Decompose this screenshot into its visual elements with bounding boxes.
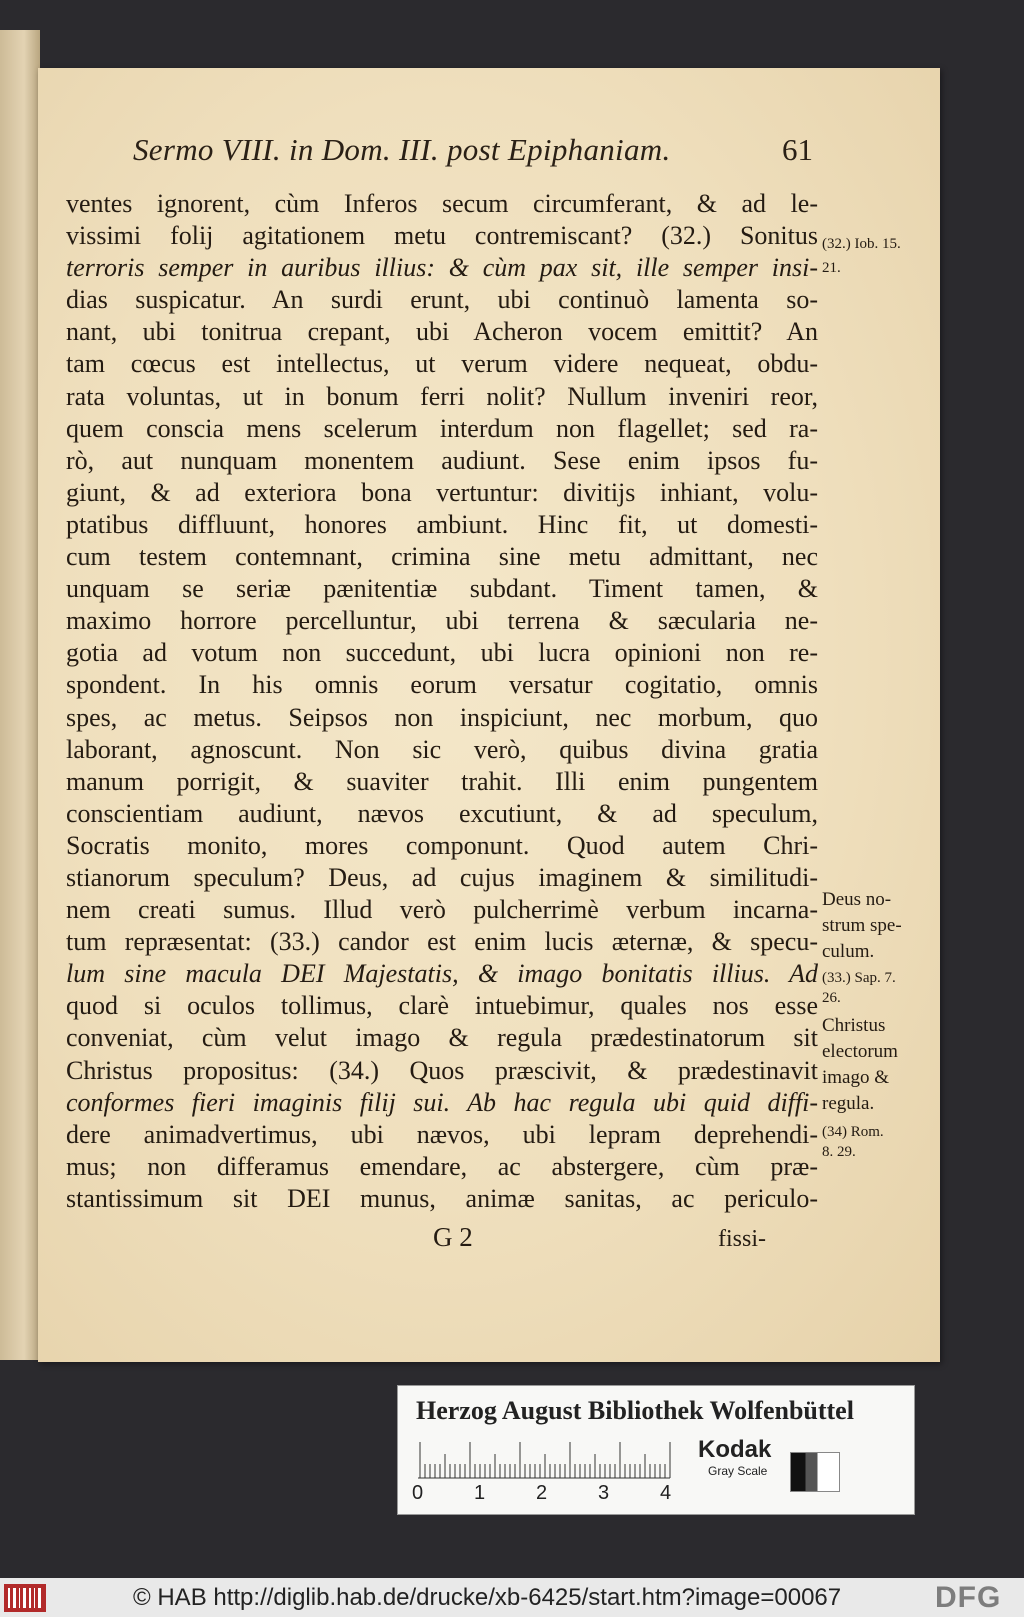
text-line: dias suspicatur. An surdi erunt, ubi continuò lamenta so- (66, 285, 818, 315)
text-line: rata voluntas, ut in bonum ferri nolit? Nullum inveniri reor, (66, 381, 818, 411)
margin-gloss: electorum (822, 1041, 898, 1062)
margin-gloss: culum. (822, 941, 875, 962)
text-line: spondent. In his omnis eorum versatur cogitatio, omnis (66, 670, 818, 700)
kodak-logo: Kodak (698, 1436, 772, 1463)
text-line: conscientiam audiunt, nævos excutiunt, & ad speculum, (66, 798, 818, 828)
text-line: gotia ad votum non succedunt, ubi lucra opinioni non re- (66, 638, 818, 668)
text-line: Socratis monito, mores componunt. Quod autem Chri- (66, 830, 818, 860)
margin-reference: (33.) Sap. 7. (822, 970, 896, 986)
margin-gloss: Deus no- (822, 889, 892, 910)
text-line: tam cœcus est intellectus, ut verum videre nequeat, obdu- (66, 349, 818, 379)
text-line: ptatibus diffluunt, honores ambiunt. Hinc fit, ut domesti- (66, 509, 818, 539)
text-line: vissimi folij agitationem metu contremiscant? (32.) Sonitus (66, 221, 818, 251)
text-line: dere animadvertimus, ubi nævos, ubi lepram deprehendi- (66, 1119, 818, 1149)
margin-reference: 8. 29. (822, 1144, 856, 1160)
running-head-title: Sermo VIII. in Dom. III. post Epiphaniam. (133, 132, 671, 167)
page-number: 61 (782, 132, 813, 167)
margin-reference: 26. (822, 990, 841, 1006)
text-line: ventes ignorent, cùm Inferos secum circumferant, & ad le- (66, 189, 818, 218)
text-line: laborant, agnoscunt. Non sic verò, quibus divina gratia (66, 734, 818, 764)
text-line: stantissimum sit DEI munus, animæ sanitas, ac periculo- (66, 1183, 818, 1213)
book-page (38, 68, 940, 1362)
margin-reference: (32.) Iob. 15. (822, 236, 901, 252)
margin-reference: (34) Rom. (822, 1124, 884, 1140)
text-line: maximo horrore percelluntur, ubi terrena & sæcularia ne- (66, 606, 818, 636)
margin-reference: 21. (822, 260, 841, 276)
footer-copyright-link[interactable]: © HAB http://diglib.hab.de/drucke/xb-6425/start.htm?image=00067 (133, 1584, 842, 1611)
previous-page-edge (0, 30, 40, 1360)
text-line: lum sine macula DEI Majestatis, & imago bonitatis illius. Ad (66, 959, 818, 989)
ruler-ticks (418, 1440, 678, 1480)
signature-mark: G 2 (433, 1222, 473, 1252)
catchword: fissi- (718, 1226, 766, 1252)
text-line: unquam se seriæ pænitentiæ subdant. Timent tamen, & (66, 574, 818, 604)
text-line: giunt, & ad exteriora bona vertuntur: divitijs inhiant, volu- (66, 477, 818, 507)
gray-scale-swatch (790, 1452, 840, 1492)
institution-name: Herzog August Bibliothek Wolfenbüttel (416, 1396, 854, 1425)
ruler-number-2: 2 (536, 1482, 548, 1504)
text-line: mus; non differamus emendare, ac abstergere, cùm præ- (66, 1151, 818, 1181)
text-line: quod si oculos tollimus, clarè intuebimur, quales nos esse (66, 991, 818, 1021)
text-line: tum repræsentat: (33.) candor est enim lucis æternæ, & specu- (66, 927, 818, 957)
margin-gloss: regula. (822, 1093, 875, 1114)
ruler-number-0: 0 (412, 1482, 424, 1504)
running-head (133, 132, 813, 176)
text-line: cum testem contemnant, crimina sine metu admittant, nec (66, 542, 818, 572)
text-line: conveniat, cùm velut imago & regula prædestinatorum sit (66, 1023, 818, 1053)
ruler-number-3: 3 (598, 1482, 610, 1504)
library-color-card (397, 1385, 915, 1515)
text-line: Christus propositus: (34.) Quos præscivit, & prædestinavit (66, 1055, 818, 1085)
text-line: stianorum speculum? Deus, ad cujus imaginem & similitudi- (66, 862, 818, 892)
ruler-number-1: 1 (474, 1482, 486, 1504)
dfg-logo: DFG (935, 1581, 1002, 1614)
text-line: manum porrigit, & suaviter trahit. Illi enim pungentem (66, 766, 818, 796)
text-line: conformes fieri imaginis filij sui. Ab hac regula ubi quid diffi- (66, 1087, 818, 1117)
text-line: nem creati sumus. Illud verò pulcherrimè verbum incarna- (66, 895, 818, 925)
gray-scale-label: Gray Scale (708, 1464, 768, 1478)
barcode-icon (4, 1584, 46, 1612)
margin-gloss: strum spe- (822, 915, 902, 936)
previous-page-fragments (2, 180, 16, 1108)
text-line: quem conscia mens scelerum interdum non flagellet; sed ra- (66, 413, 818, 443)
ruler-number-4: 4 (660, 1482, 672, 1504)
text-line: rò, aut nunquam monentem audiunt. Sese enim ipsos fu- (66, 445, 818, 475)
text-line: nant, ubi tonitrua crepant, ubi Acheron vocem emittit? An (66, 317, 818, 347)
margin-gloss: imago & (822, 1067, 890, 1088)
body-text (66, 188, 818, 1215)
footer-bar (0, 1578, 1024, 1617)
text-line: terroris semper in auribus illius: & cùm pax sit, ille semper insi- (66, 253, 818, 283)
text-line: spes, ac metus. Seipsos non inspiciunt, nec morbum, quo (66, 702, 818, 732)
margin-gloss: Christus (822, 1015, 886, 1036)
